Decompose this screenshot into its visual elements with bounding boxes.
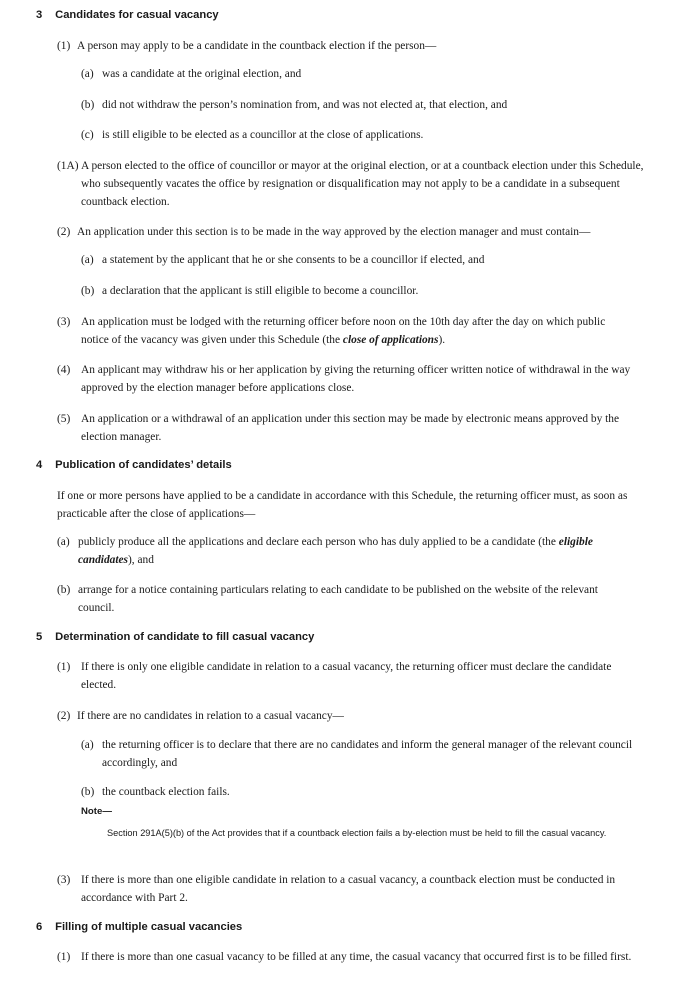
paragraph-label: (b) (81, 99, 95, 111)
subsection-1A (57, 157, 647, 211)
paragraph-a (81, 251, 651, 269)
paragraph-label: (a) (81, 739, 94, 751)
paragraph-text: the countback election fails. (102, 786, 230, 798)
subsection-3 (57, 871, 632, 907)
subsection-text: A person elected to the office of councillor or mayor at the original election, or at a countback election under this Schedule, who subsequently vacates the office by resignation or disqualification may not apply to be a candidate in a subsequent countback election. (81, 160, 644, 208)
paragraph-a (81, 736, 657, 772)
paragraph-text: did not withdraw the person’s nomination from, and was not elected at, that election, and (102, 99, 508, 111)
subsection-text: If there are no candidates in relation to a casual vacancy— (77, 710, 344, 722)
section-6-heading (36, 918, 242, 936)
paragraph-b (81, 783, 651, 801)
subsection-label: (1) (57, 661, 71, 673)
defined-term: eligible candidates (78, 536, 593, 566)
section-number: 5 (36, 631, 43, 643)
section-title: Filling of multiple casual vacancies (55, 921, 243, 933)
paragraph-b (81, 282, 651, 300)
text-before: An application must be lodged with the returning officer before noon on the 10th day after the day on which public notice of the vacancy was given under this Schedule (the (81, 316, 606, 346)
paragraph-label: (a) (81, 254, 94, 266)
subsection-2 (57, 223, 653, 241)
subsection-label: (2) (57, 710, 71, 722)
section-4-intro (57, 487, 651, 523)
paragraph-text: the returning officer is to declare that there are no candidates and inform the general manager of the relevant council accordingly, and (102, 739, 633, 769)
paragraph-label: (a) (57, 536, 70, 548)
paragraph-text: a statement by the applicant that he or she consents to be a councillor if elected, and (102, 254, 485, 266)
paragraph-label: (a) (81, 68, 94, 80)
subsection-text: If there is only one eligible candidate in relation to a casual vacancy, the returning officer must declare the candidate elected. (81, 661, 612, 691)
subsection-text: If there is more than one eligible candidate in relation to a casual vacancy, a countback election must be conducted in accordance with Part 2. (81, 874, 616, 904)
subsection-text: If there is more than one casual vacancy to be filled at any time, the casual vacancy that occurred first is to be filled first. (81, 951, 632, 963)
paragraph-label: (c) (81, 129, 94, 141)
paragraph-text: arrange for a notice containing particulars relating to each candidate to be published on the website of the relevant council. (78, 584, 598, 614)
subsection-label: (3) (57, 874, 71, 886)
section-4-heading (36, 456, 232, 474)
paragraph-a (81, 65, 651, 83)
text-before: publicly produce all the applications and declare each person who has duly applied to be a candidate (the (78, 536, 559, 548)
paragraph-label: (b) (81, 285, 95, 297)
note-title: Note— (81, 806, 112, 817)
subsection-label: (1A) (57, 160, 79, 172)
paragraph-text: is still eligible to be elected as a councillor at the close of applications. (102, 129, 424, 141)
paragraph-text (57, 533, 651, 569)
text-after: ). (438, 334, 446, 346)
section-number: 4 (36, 459, 43, 471)
paragraph-label: (b) (57, 584, 71, 596)
paragraph-a (57, 533, 651, 569)
text-after: ), and (128, 554, 154, 566)
subsection-1 (57, 37, 657, 55)
subsection-1 (57, 658, 632, 694)
note-text: Section 291A(5)(b) of the Act provides that if a countback election fails a by-election must be held to fill the casual vacancy. (107, 828, 607, 838)
subsection-label: (1) (57, 951, 71, 963)
subsection-text: A person may apply to be a candidate in the countback election if the person— (77, 40, 437, 52)
section-3-heading (36, 6, 219, 24)
subsection-text (57, 313, 632, 349)
subsection-text: An application under this section is to be made in the way approved by the election manager and must contain— (77, 226, 591, 238)
paragraph-label: (b) (81, 786, 95, 798)
defined-term: close of applications (342, 334, 439, 346)
subsection-label: (3) (57, 316, 71, 328)
subsection-label: (2) (57, 226, 71, 238)
paragraph-b (81, 96, 651, 114)
intro-text: If one or more persons have applied to be a candidate in accordance with this Schedule, the returning officer must, as soon as practicable after the close of applications— (57, 490, 628, 520)
section-5-heading (36, 628, 314, 646)
subsection-text: An applicant may withdraw his or her application by giving the returning officer written notice of withdrawal in the way approved by the election manager before applications close. (81, 364, 631, 394)
subsection-2 (57, 707, 647, 725)
section-number: 3 (36, 9, 43, 21)
paragraph-b (57, 581, 627, 617)
subsection-label: (1) (57, 40, 71, 52)
paragraph-text: a declaration that the applicant is still eligible to become a councillor. (102, 285, 419, 297)
section-title: Candidates for casual vacancy (55, 9, 219, 21)
paragraph-c (81, 126, 651, 144)
subsection-label: (5) (57, 413, 71, 425)
subsection-3 (57, 313, 632, 349)
subsection-text: An application or a withdrawal of an application under this section may be made by electronic means approved by the election manager. (81, 413, 620, 443)
subsection-label: (4) (57, 364, 71, 376)
subsection-5 (57, 410, 647, 446)
section-title: Publication of candidates’ details (55, 459, 232, 471)
section-number: 6 (36, 921, 43, 933)
subsection-4 (57, 361, 647, 397)
paragraph-text: was a candidate at the original election, and (102, 68, 302, 80)
subsection-1 (57, 948, 647, 966)
section-title: Determination of candidate to fill casual vacancy (55, 631, 315, 643)
